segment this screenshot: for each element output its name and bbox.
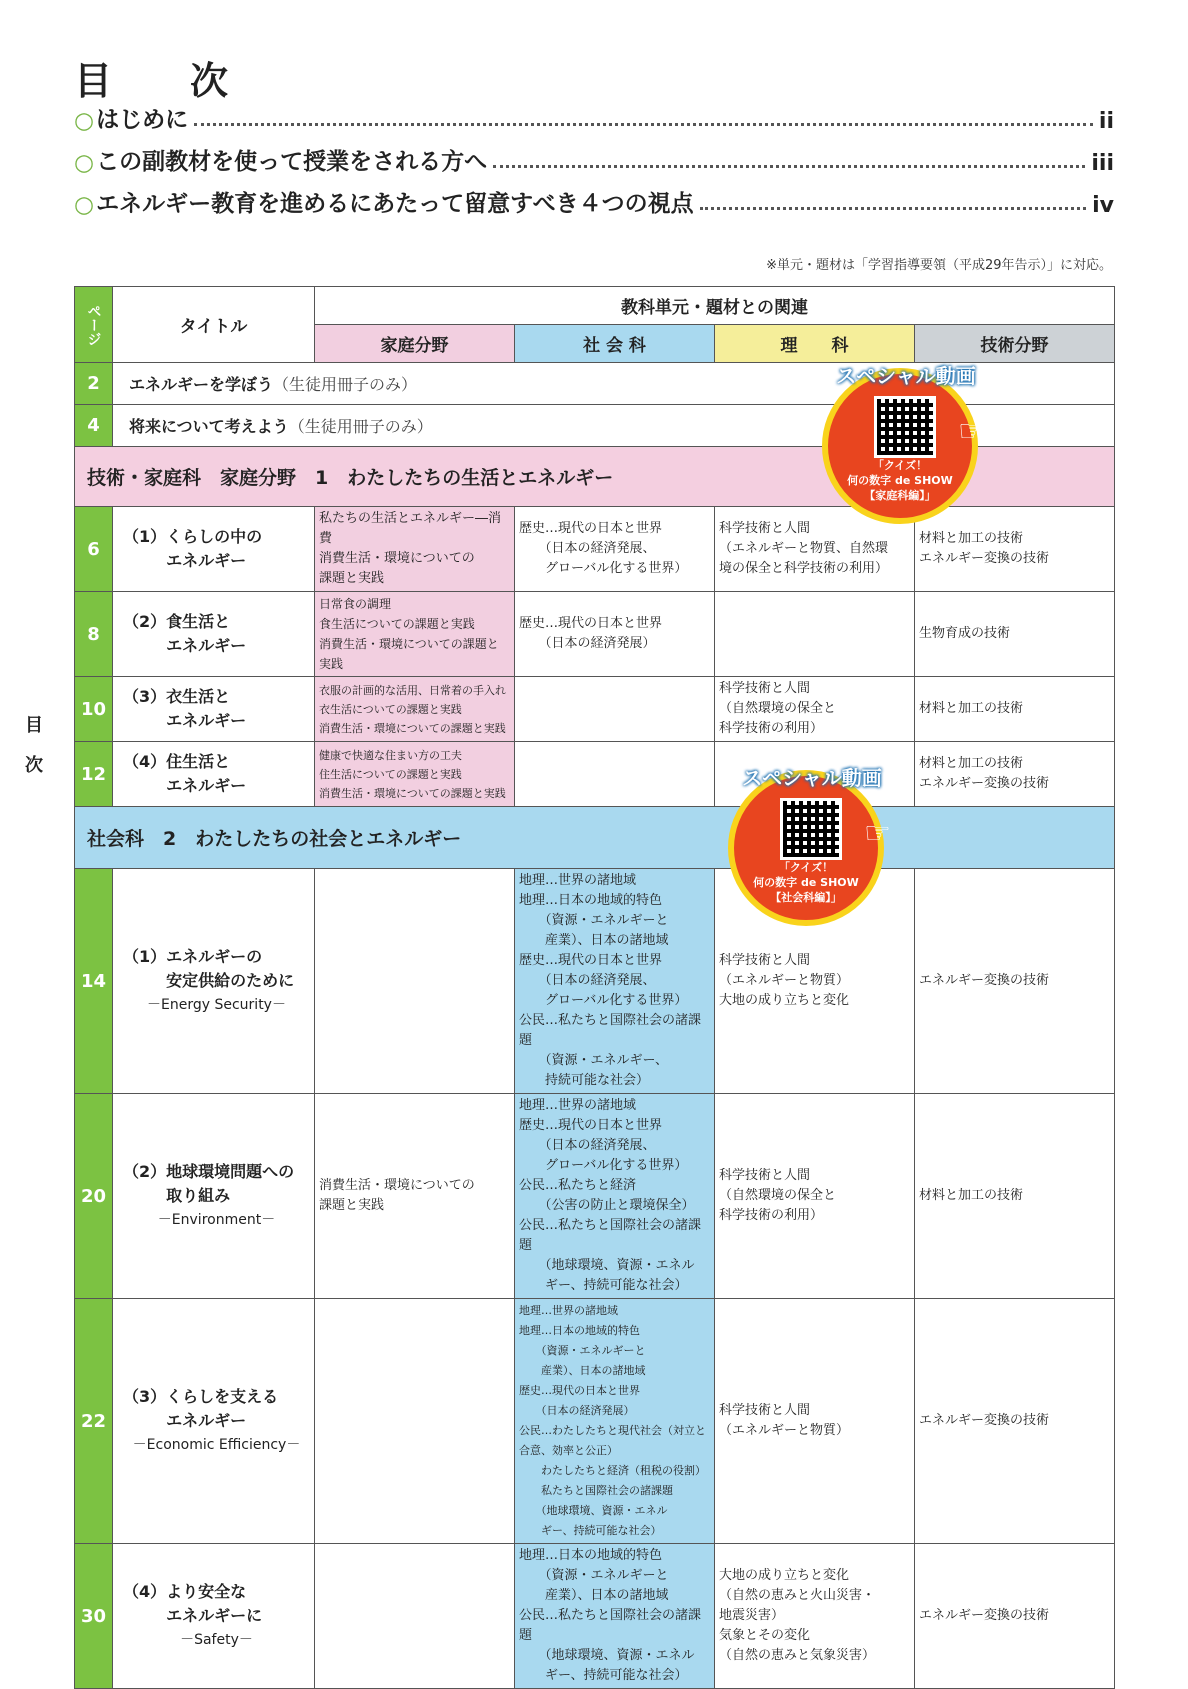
social-header: 社 会 科 <box>515 325 715 363</box>
page-number: 12 <box>75 742 113 807</box>
toc-page: ii <box>1098 109 1114 134</box>
home-cell: 健康で快適な住まい方の工夫 住生活についての課題と実践 消費生活・環境についての課題と実践 <box>315 742 515 807</box>
table-row[interactable] <box>75 592 1115 677</box>
row-title-text: エネルギーを学ぼう <box>129 375 274 394</box>
row-title <box>113 507 315 592</box>
table-row[interactable] <box>75 1299 1115 1544</box>
social-cell: 歴史…現代の日本と世界 （日本の経済発展、 グローバル化する世界） <box>515 507 715 592</box>
row-title <box>113 1544 315 1689</box>
social-cell: 地理…日本の地域的特色 （資源・エネルギーと 産業）、日本の諸地域 公民…私たちと国際社会の諸課題 （地球環境、資源・エネル ギー、持続可能な社会） <box>515 1544 715 1689</box>
page-number: 8 <box>75 592 113 677</box>
toc-label: エネルギー教育を進めるにあたって留意すべき４つの視点 <box>96 191 694 217</box>
row-num: （2） <box>123 1162 167 1181</box>
page-number: 10 <box>75 677 113 742</box>
row-title-text: 地球環境問題への 取り組み <box>166 1162 295 1205</box>
home-header: 家庭分野 <box>315 325 515 363</box>
section-header-social: 社会科 2 わたしたちの社会とエネルギー <box>75 807 1115 869</box>
home-cell <box>315 1299 515 1544</box>
toc-entry[interactable] <box>74 98 1114 134</box>
science-header: 理 科 <box>715 325 915 363</box>
page-title: 目 次 <box>74 59 249 103</box>
row-title-text: 住生活と エネルギー <box>166 752 247 795</box>
social-cell: 歴史…現代の日本と世界 （日本の経済発展） <box>515 592 715 677</box>
toc-label: はじめに <box>96 107 189 133</box>
toc-page: iv <box>1092 193 1114 218</box>
row-num: （1） <box>123 527 167 546</box>
toc-page: iii <box>1091 151 1114 176</box>
home-cell <box>315 1544 515 1689</box>
leader-dots <box>700 207 1086 210</box>
tech-cell: エネルギー変換の技術 <box>915 1299 1115 1544</box>
page-number: 30 <box>75 1544 113 1689</box>
row-num: （3） <box>123 1387 167 1406</box>
row-num: （4） <box>123 1582 167 1601</box>
side-label: 目次 <box>25 715 43 776</box>
social-cell <box>515 742 715 807</box>
badge-arc-text: スペシャル動画 <box>742 766 882 790</box>
row-title <box>113 677 315 742</box>
tech-cell: エネルギー変換の技術 <box>915 1544 1115 1689</box>
science-cell: 科学技術と人間 （エネルギーと物質） 大地の成り立ちと変化 <box>715 869 915 1094</box>
circle-icon: ○ <box>74 108 95 134</box>
row-title-text: エネルギーの 安定供給のために <box>166 947 295 990</box>
badge-caption: 「クイズ！ 何の数字 de SHOW 【家庭科編】」 <box>847 459 953 502</box>
toc-entry[interactable] <box>74 140 1114 176</box>
pointing-hand-icon: ☞ <box>958 414 985 449</box>
row-title-text: 食生活と エネルギー <box>166 612 247 655</box>
row-num: （1） <box>123 947 167 966</box>
row-title <box>113 869 315 1094</box>
science-cell: 大地の成り立ちと変化 （自然の恵みと火山災害・ 地震災害） 気象とその変化 （自然の恵みと気象災害） <box>715 1544 915 1689</box>
tech-header: 技術分野 <box>915 325 1115 363</box>
row-subtitle: －Safety－ <box>180 1632 253 1648</box>
page-number: 4 <box>75 405 113 447</box>
home-cell: 消費生活・環境についての 課題と実践 <box>315 1094 515 1299</box>
table-row[interactable] <box>75 677 1115 742</box>
leader-dots <box>493 165 1085 168</box>
social-cell: 地理…世界の諸地域 地理…日本の地域的特色 （資源・エネルギーと 産業）、日本の諸地域 歴史…現代の日本と世界 （日本の経済発展） 公民…わたしたちと現代社会（対立と合意、効率と公正） わたしたちと経済（租税の役割） 私たちと国際社会の諸課題 （地球環境、資源・エネル ギー、持続可能な社会） <box>515 1299 715 1544</box>
row-title-text: 衣生活と エネルギー <box>166 687 247 730</box>
science-cell: 科学技術と人間 （自然環境の保全と 科学技術の利用） <box>715 677 915 742</box>
special-video-badge[interactable] <box>822 364 985 524</box>
row-num: （4） <box>123 752 167 771</box>
badge-caption: 「クイズ！ 何の数字 de SHOW 【社会科編】」 <box>753 861 859 904</box>
tech-cell: 材料と加工の技術 エネルギー変換の技術 <box>915 507 1115 592</box>
home-cell: 日常食の調理 食生活についての課題と実践 消費生活・環境についての課題と実践 <box>315 592 515 677</box>
home-cell <box>315 869 515 1094</box>
page-number: 14 <box>75 869 113 1094</box>
footnote: ※単元・題材は「学習指導要領（平成29年告示）」に対応。 <box>766 258 1112 273</box>
home-cell: 私たちの生活とエネルギー―消費 消費生活・環境についての 課題と実践 <box>315 507 515 592</box>
toc-entry[interactable] <box>74 182 1114 218</box>
section-header-home: 技術・家庭科 家庭分野 1 わたしたちの生活とエネルギー <box>75 447 1115 507</box>
circle-icon: ○ <box>74 192 95 218</box>
row-title <box>113 592 315 677</box>
row-title-text: くらしの中の エネルギー <box>166 527 263 570</box>
tech-cell: 生物育成の技術 <box>915 592 1115 677</box>
home-cell: 衣服の計画的な活用、日常着の手入れ 衣生活についての課題と実践 消費生活・環境についての課題と実践 <box>315 677 515 742</box>
row-num: （3） <box>123 687 167 706</box>
table-row[interactable] <box>75 869 1115 1094</box>
tech-cell: 材料と加工の技術 エネルギー変換の技術 <box>915 742 1115 807</box>
badge-arc-text: スペシャル動画 <box>836 364 976 388</box>
relation-header: 教科単元・題材との関連 <box>315 287 1115 325</box>
leader-dots <box>194 123 1093 126</box>
qr-code-icon[interactable] <box>780 798 842 860</box>
science-cell: 科学技術と人間 （エネルギーと物質、自然環 境の保全と科学技術の利用） <box>715 507 915 592</box>
science-cell: 科学技術と人間 （エネルギーと物質） <box>715 1299 915 1544</box>
social-cell <box>515 677 715 742</box>
social-cell: 地理…世界の諸地域 歴史…現代の日本と世界 （日本の経済発展、 グローバル化する世界） 公民…私たちと経済 （公害の防止と環境保全） 公民…私たちと国際社会の諸課題 （地球環境、資源・エネル ギー、持続可能な社会） <box>515 1094 715 1299</box>
page-number: 2 <box>75 363 113 405</box>
special-video-badge[interactable] <box>728 766 891 926</box>
row-title-text: 将来について考えよう <box>129 417 289 436</box>
science-cell: 科学技術と人間 （自然環境の保全と 科学技術の利用） <box>715 1094 915 1299</box>
table-row[interactable] <box>75 507 1115 592</box>
row-note: （生徒用冊子のみ） <box>273 375 418 394</box>
page-number: 20 <box>75 1094 113 1299</box>
title-column-header: タイトル <box>113 287 315 363</box>
page-number: 22 <box>75 1299 113 1544</box>
table-row[interactable] <box>75 742 1115 807</box>
tech-cell: 材料と加工の技術 <box>915 677 1115 742</box>
row-subtitle: －Environment－ <box>157 1212 276 1228</box>
science-cell <box>715 592 915 677</box>
row-title <box>113 1094 315 1299</box>
table-row[interactable] <box>75 1094 1115 1299</box>
row-subtitle: －Economic Efficiency－ <box>132 1437 301 1453</box>
circle-icon: ○ <box>74 150 95 176</box>
toc-label: この副教材を使って授業をされる方へ <box>96 149 488 175</box>
page-column-header: ページ <box>75 287 113 363</box>
row-title-text: くらしを支える エネルギー <box>166 1387 279 1430</box>
pointing-hand-icon: ☞ <box>864 816 891 851</box>
qr-code-icon[interactable] <box>874 396 936 458</box>
row-subtitle: －Energy Security－ <box>147 997 286 1013</box>
social-cell: 地理…世界の諸地域 地理…日本の地域的特色 （資源・エネルギーと 産業）、日本の諸地域 歴史…現代の日本と世界 （日本の経済発展、 グローバル化する世界） 公民…私たちと国際社会の諸課題 （資源・エネルギー、 持続可能な社会） <box>515 869 715 1094</box>
table-row[interactable] <box>75 1544 1115 1689</box>
row-num: （2） <box>123 612 167 631</box>
row-title <box>113 742 315 807</box>
row-title <box>113 1299 315 1544</box>
row-title-text: より安全な エネルギーに <box>166 1582 263 1625</box>
tech-cell: エネルギー変換の技術 <box>915 869 1115 1094</box>
row-note: （生徒用冊子のみ） <box>288 417 433 436</box>
tech-cell: 材料と加工の技術 <box>915 1094 1115 1299</box>
page-number: 6 <box>75 507 113 592</box>
